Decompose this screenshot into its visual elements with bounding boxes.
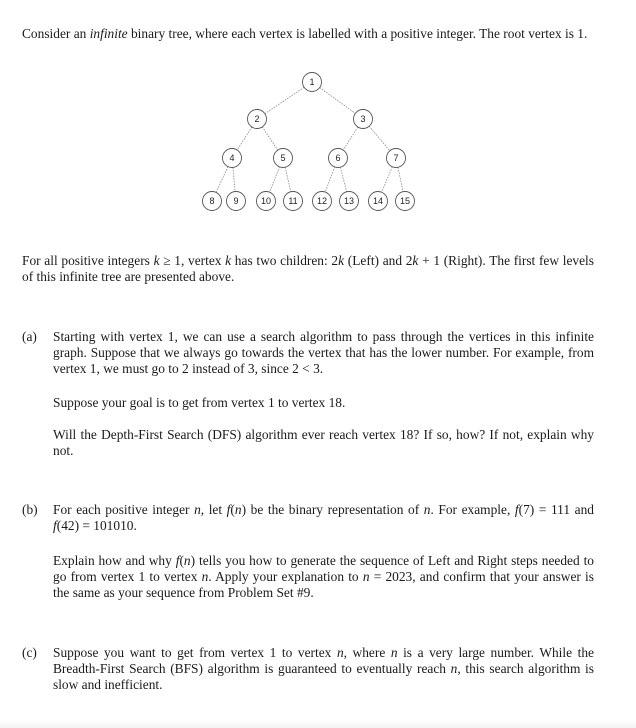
part-c-text [53, 645, 594, 693]
tree-node-1 [303, 73, 322, 92]
part-a-goal: Suppose your goal is to get from vertex 1 to vertex 18. [53, 395, 346, 410]
node-label: 13 [343, 196, 355, 207]
part-a-label: (a) [22, 329, 37, 344]
math-var: n [234, 502, 242, 517]
intro-paragraph [22, 26, 594, 42]
text: binary tree, where each vertex is labelled with a positive integer. The root vertex is 1. [127, 26, 588, 41]
text: ≥ 1, vertex [159, 253, 226, 268]
node-label: 12 [316, 196, 328, 207]
tree-node-9 [227, 192, 246, 211]
part-b-text [53, 502, 594, 534]
text: . Apply your explanation to [208, 569, 363, 584]
text: (7) = 111 and [518, 502, 594, 517]
node-label: 10 [260, 196, 272, 207]
math-var: f [53, 518, 57, 533]
math-var: n [390, 645, 398, 660]
tree-node-13 [340, 192, 359, 211]
tree-edge [233, 167, 235, 191]
math-var: f [514, 502, 519, 517]
tree-node-3 [354, 110, 373, 129]
node-label: 9 [233, 196, 239, 207]
math-var: k [338, 253, 345, 268]
node-label: 6 [335, 153, 341, 164]
tree-node-6 [329, 149, 348, 168]
node-label: 14 [372, 196, 384, 207]
text: = 2023, and confirm that your answer is the same as your sequence from Problem Set #9. [53, 569, 594, 600]
node-label: 11 [288, 196, 298, 207]
page-bottom-shadow [0, 720, 636, 728]
node-label: 2 [254, 114, 260, 125]
tree-node-8 [203, 192, 222, 211]
math-var: n [183, 553, 191, 568]
tree-edge [369, 126, 390, 150]
text: has two children: 2 [231, 253, 339, 268]
part-a [22, 329, 594, 377]
math-var: f [175, 553, 180, 568]
part-b-label: (b) [22, 502, 38, 517]
tree-edge [285, 167, 291, 191]
text: . For example, [430, 502, 515, 517]
tree-node-7 [387, 149, 406, 168]
tree-edge [382, 167, 393, 192]
tree-edge [237, 127, 252, 150]
text: ( [230, 502, 235, 517]
text: Explain how and why [53, 553, 176, 568]
tree-node-11 [284, 192, 303, 211]
binary-tree-diagram [196, 70, 422, 220]
math-var: k [225, 253, 232, 268]
node-label: 5 [280, 153, 286, 164]
node-label: 8 [209, 196, 215, 207]
tree-node-4 [223, 149, 242, 168]
part-c [22, 645, 594, 693]
text: For all positive integers [22, 253, 154, 268]
text: For each positive integer [53, 502, 195, 517]
math-var: n [423, 502, 431, 517]
math-var: f [226, 502, 231, 517]
part-b-explain [53, 553, 594, 601]
text: , where [343, 645, 391, 660]
emphasis: infinite [89, 26, 128, 41]
tree-node-12 [313, 192, 332, 211]
tree-edge [216, 167, 228, 193]
tree-node-2 [248, 110, 267, 129]
part-a-question: Will the Depth-First Search (DFS) algorithm ever reach vertex 18? If so, how? If not, explain why not. [53, 427, 594, 458]
math-var: k [412, 253, 419, 268]
text: ) tells you how to generate the sequence of Left and Right steps needed to go from vertex 1 to vertex [53, 553, 594, 584]
node-label: 3 [360, 114, 366, 125]
text: ) be the binary representation of [241, 502, 424, 517]
math-var: n [201, 569, 209, 584]
math-var: n [194, 502, 201, 517]
part-b [22, 502, 594, 534]
math-var: n [336, 645, 344, 660]
tree-node-10 [257, 192, 276, 211]
text: Suppose you want to get from vertex 1 to vertex [53, 645, 337, 660]
node-label: 1 [309, 77, 315, 88]
node-label: 4 [229, 153, 235, 164]
text: , let [200, 502, 227, 517]
text: Consider an [22, 26, 90, 41]
text: ( [179, 553, 184, 568]
text: + 1 (Right). The first few levels of this infinite tree are presented above. [22, 253, 594, 284]
math-var: n [362, 569, 370, 584]
tree-node-15 [396, 192, 415, 211]
tree-edge [265, 87, 304, 113]
tree-edge [325, 167, 334, 192]
tree-node-5 [274, 149, 293, 168]
children-definition [22, 253, 594, 285]
text: (42) = 101010. [56, 518, 137, 533]
tree-edge [262, 127, 277, 150]
tree-edge [340, 167, 346, 192]
tree-edge [343, 127, 358, 150]
math-var: k [153, 253, 160, 268]
tree-edge [269, 167, 279, 192]
text: is a very large number. While the Breadth-First Search (BFS) algorithm is guaranteed to eventually reach [53, 645, 594, 676]
tree-edge [320, 88, 356, 114]
math-var: n [450, 661, 458, 676]
text: (Left) and 2 [344, 253, 413, 268]
tree-edge [398, 167, 403, 191]
node-label: 15 [399, 196, 411, 207]
node-label: 7 [393, 153, 399, 164]
part-c-label: (c) [22, 645, 37, 660]
tree-node-14 [369, 192, 388, 211]
part-a-text: Starting with vertex 1, we can use a search algorithm to pass through the vertices in this infinite graph. Suppose that we always go towards the vertex that has the lower number. For example, from vertex 1, we must go to 2 instead of 3, since 2 < 3. [53, 329, 594, 376]
text: , this search algorithm is slow and inefficient. [53, 661, 594, 692]
